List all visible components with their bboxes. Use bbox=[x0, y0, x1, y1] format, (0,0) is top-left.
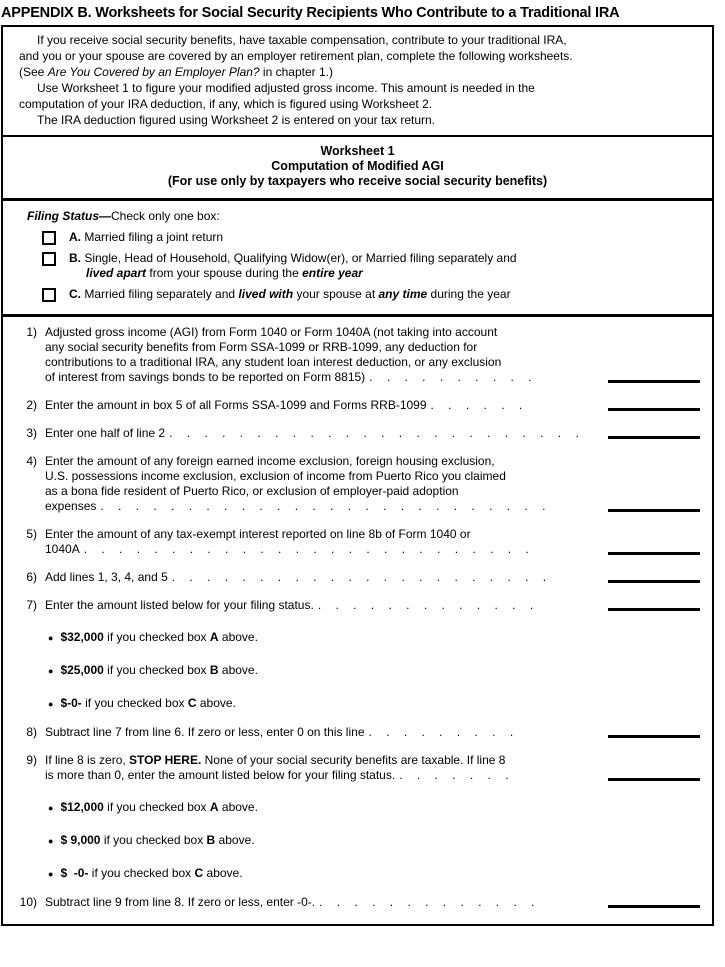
filing-option-a-text bbox=[69, 230, 223, 245]
entry-blank-col bbox=[602, 454, 700, 514]
dot-leader: . . . . . . . . . . . . . . . . . . . . . . . . bbox=[169, 426, 579, 440]
text-run: (See bbox=[19, 65, 48, 79]
text-run: Married filing separately and bbox=[81, 287, 239, 301]
text-run: computation of your IRA deduction, if any, which is figured using Worksheet 2. bbox=[19, 97, 433, 111]
text-run: of interest from savings bonds to be reported on Form 8815) bbox=[45, 370, 366, 384]
option-text bbox=[81, 287, 511, 301]
line-text bbox=[45, 570, 602, 585]
dot-leader: . . . . . . bbox=[430, 398, 523, 412]
entry-blank-col bbox=[602, 527, 700, 557]
line-body bbox=[45, 398, 602, 413]
text-run: if you checked box bbox=[88, 866, 195, 880]
bullet-indent-spacer bbox=[9, 663, 37, 679]
bullet-row bbox=[9, 800, 700, 816]
dot-leader: . . . . . . . bbox=[399, 768, 509, 782]
text-run: Single, Head of Household, Qualifying Widow(er), or Married filing separately and bbox=[81, 251, 517, 265]
line-number: 2) bbox=[26, 398, 37, 412]
dot-leader: . . . . . . . . . . . . . bbox=[317, 598, 534, 612]
text-run: if you checked box bbox=[103, 663, 210, 677]
text-run: B bbox=[206, 833, 216, 847]
entry-blank-col bbox=[602, 895, 700, 910]
line-number: 5) bbox=[26, 527, 37, 541]
dot-leader: . . . . . . . . . . bbox=[369, 370, 532, 384]
worksheet-subtitle: Computation of Modified AGI bbox=[271, 159, 444, 173]
text-run: A bbox=[209, 800, 219, 814]
line-number: 3) bbox=[26, 426, 37, 440]
text-run: any time bbox=[378, 287, 428, 301]
text-run: Use Worksheet 1 to figure your modified adjusted gross income. This amount is needed in the bbox=[37, 81, 535, 95]
text-run: as a bona fide resident of Puerto Rico, or exclusion of employer-paid adoption bbox=[45, 484, 459, 498]
page-title: APPENDIX B. Worksheets for Social Security Recipients Who Contribute to a Traditional IRA bbox=[1, 5, 620, 21]
line-number: 4) bbox=[26, 454, 37, 468]
option-text bbox=[81, 230, 223, 244]
entry-blank[interactable] bbox=[608, 608, 700, 611]
entry-blank-col bbox=[602, 598, 700, 613]
entry-blank[interactable] bbox=[608, 380, 700, 383]
line-number: 7) bbox=[26, 598, 37, 612]
line-item bbox=[9, 398, 700, 413]
intro-section bbox=[3, 27, 712, 137]
text-run: if you checked box bbox=[81, 696, 188, 710]
intro-paragraph bbox=[19, 32, 704, 80]
text-run: Enter the amount in box 5 of all Forms SSA-1099 and Forms RRB-1099 bbox=[45, 398, 427, 412]
worksheet-lines bbox=[3, 317, 712, 924]
filing-option-c-text bbox=[69, 287, 511, 302]
entry-blank[interactable] bbox=[608, 509, 700, 512]
text-run: STOP HERE. bbox=[129, 753, 202, 767]
text-run: above. bbox=[218, 800, 258, 814]
text-run: Are You Covered by an Employer Plan? bbox=[47, 65, 260, 79]
line-body bbox=[45, 570, 602, 585]
text-run: during the year bbox=[427, 287, 511, 301]
text-run: if you checked box bbox=[100, 833, 207, 847]
line-body bbox=[45, 325, 602, 385]
bullet-row bbox=[9, 630, 700, 646]
dot-leader: . . . . . . . . . . . . . . . . . . . . . . . . . . bbox=[100, 499, 546, 513]
line-body bbox=[45, 753, 602, 783]
bullet-row bbox=[9, 696, 700, 712]
text-run: If line 8 is zero, bbox=[45, 753, 130, 767]
entry-blank[interactable] bbox=[608, 735, 700, 738]
text-run: Married filing a joint return bbox=[81, 230, 224, 244]
line-number: 6) bbox=[26, 570, 37, 584]
text-run: $12,000 bbox=[60, 800, 104, 814]
text-run: $32,000 bbox=[60, 630, 104, 644]
text-run: Subtract line 9 from line 8. If zero or less, enter -0-. bbox=[45, 895, 316, 909]
entry-blank-col bbox=[602, 570, 700, 585]
line-body bbox=[45, 598, 602, 613]
line-item bbox=[9, 725, 700, 740]
bullet-text bbox=[60, 696, 700, 712]
line-item bbox=[9, 598, 700, 613]
checkbox-c[interactable] bbox=[42, 288, 56, 302]
bullet-indent-spacer bbox=[9, 696, 37, 712]
bullet-icon: ● bbox=[48, 699, 54, 709]
entry-blank[interactable] bbox=[608, 408, 700, 411]
line-body bbox=[45, 725, 602, 740]
line-text bbox=[45, 753, 602, 783]
checkbox-a[interactable] bbox=[42, 231, 56, 245]
bullet-text bbox=[60, 833, 700, 849]
text-run: from your spouse during the bbox=[146, 266, 303, 280]
worksheet-title: Worksheet 1 bbox=[320, 144, 395, 158]
text-run: and you or your spouse are covered by an employer retirement plan, complete the following worksheets. bbox=[19, 49, 573, 63]
line-body bbox=[45, 895, 602, 910]
entry-blank[interactable] bbox=[608, 778, 700, 781]
dot-leader: . . . . . . . . . bbox=[368, 725, 514, 739]
bullet-icon: ● bbox=[48, 666, 54, 676]
worksheet-title-block bbox=[3, 137, 712, 201]
text-run: contributions to a traditional IRA, any student loan interest deduction, or any exclusion bbox=[45, 355, 502, 369]
bullet-text bbox=[60, 800, 700, 816]
line-item bbox=[9, 527, 700, 557]
worksheet-note: (For use only by taxpayers who receive social security benefits) bbox=[167, 174, 548, 188]
option-text bbox=[81, 251, 517, 280]
line-text bbox=[45, 398, 602, 413]
text-run: above. bbox=[218, 663, 258, 677]
text-run: Adjusted gross income (AGI) from Form 1040 or Form 1040A (not taking into account bbox=[45, 325, 498, 339]
line-body bbox=[45, 527, 602, 557]
bullet-row bbox=[9, 833, 700, 849]
dot-leader: . . . . . . . . . . . . . . . . . . . . . . bbox=[171, 570, 547, 584]
bullet-icon: ● bbox=[48, 633, 54, 643]
text-run: None of your social security benefits are taxable. If line 8 bbox=[201, 753, 506, 767]
entry-blank[interactable] bbox=[608, 905, 700, 908]
text-run: entire year bbox=[302, 266, 363, 280]
text-run: Enter the amount listed below for your filing status. bbox=[45, 598, 314, 612]
text-run: U.S. possessions income exclusion, exclusion of income from Puerto Rico you claimed bbox=[45, 469, 506, 483]
line-number: 10) bbox=[19, 895, 37, 909]
line-item bbox=[9, 426, 700, 441]
text-run: if you checked box bbox=[103, 630, 210, 644]
line-body bbox=[45, 454, 602, 514]
intro-paragraph bbox=[19, 112, 704, 128]
text-run: C bbox=[187, 696, 197, 710]
bullet-icon: ● bbox=[48, 803, 54, 813]
text-run: $ -0- bbox=[60, 866, 89, 880]
text-run: B bbox=[209, 663, 219, 677]
bullet-row bbox=[9, 663, 700, 679]
text-run: expenses bbox=[45, 499, 97, 513]
line-item bbox=[9, 753, 700, 783]
line-number: 8) bbox=[26, 725, 37, 739]
entry-blank-col bbox=[602, 398, 700, 413]
entry-blank-col bbox=[602, 725, 700, 740]
intro-paragraph bbox=[19, 80, 704, 112]
line-text bbox=[45, 454, 602, 514]
entry-blank[interactable] bbox=[608, 436, 700, 439]
text-run: C bbox=[194, 866, 204, 880]
bullet-icon: ● bbox=[48, 869, 54, 879]
text-run: The IRA deduction figured using Worksheet 2 is entered on your tax return. bbox=[37, 113, 436, 127]
text-run: Enter one half of line 2 bbox=[45, 426, 166, 440]
text-run: your spouse at bbox=[293, 287, 379, 301]
dot-leader: . . . . . . . . . . . . . . . . . . . . . . . . . . bbox=[83, 542, 529, 556]
text-run: $-0- bbox=[60, 696, 82, 710]
line-text bbox=[45, 598, 602, 613]
filing-option-b-text bbox=[69, 251, 517, 281]
line-text bbox=[45, 325, 602, 385]
option-letter: B. bbox=[69, 251, 81, 265]
text-run: above. bbox=[218, 630, 258, 644]
text-run: Add lines 1, 3, 4, and 5 bbox=[45, 570, 168, 584]
bullet-indent-spacer bbox=[9, 800, 37, 816]
text-run: A bbox=[209, 630, 219, 644]
dot-leader: . . . . . . . . . . . . . bbox=[319, 895, 535, 909]
text-run: in chapter 1.) bbox=[259, 65, 333, 79]
line-item bbox=[9, 454, 700, 514]
text-run: Filing Status— bbox=[27, 209, 111, 223]
filing-status-label bbox=[27, 209, 704, 224]
text-run: Enter the amount of any tax-exempt interest reported on line 8b of Form 1040 or bbox=[45, 527, 471, 541]
text-run: $25,000 bbox=[60, 663, 104, 677]
worksheet-form-box bbox=[1, 25, 714, 926]
bullet-indent-spacer bbox=[9, 833, 37, 849]
filing-option-a bbox=[42, 230, 704, 245]
text-run: lived with bbox=[238, 287, 294, 301]
line-item bbox=[9, 325, 700, 385]
text-run: above. bbox=[196, 696, 236, 710]
filing-status-section bbox=[3, 201, 712, 317]
option-letter: C. bbox=[69, 287, 81, 301]
line-item bbox=[9, 895, 700, 910]
text-run: is more than 0, enter the amount listed below for your filing status. bbox=[45, 768, 396, 782]
line-text bbox=[45, 725, 602, 740]
text-run: if you checked box bbox=[103, 800, 210, 814]
line-item bbox=[9, 570, 700, 585]
option-letter: A. bbox=[69, 230, 81, 244]
text-run: Subtract line 7 from line 6. If zero or less, enter 0 on this line bbox=[45, 725, 365, 739]
text-run: Check only one box: bbox=[111, 209, 220, 223]
bullet-icon: ● bbox=[48, 836, 54, 846]
line-text bbox=[45, 426, 602, 441]
bullet-row bbox=[9, 866, 700, 882]
entry-blank[interactable] bbox=[608, 552, 700, 555]
checkbox-b[interactable] bbox=[42, 252, 56, 266]
bullet-text bbox=[60, 630, 700, 646]
bullet-text bbox=[60, 866, 700, 882]
text-run: If you receive social security benefits, have taxable compensation, contribute to your traditional IRA, bbox=[37, 33, 567, 47]
bullet-indent-spacer bbox=[9, 866, 37, 882]
line-body bbox=[45, 426, 602, 441]
bullet-text bbox=[60, 663, 700, 679]
entry-blank-col bbox=[602, 325, 700, 385]
text-run: above. bbox=[203, 866, 243, 880]
text-run: any social security benefits from Form SSA-1099 or RRB-1099, any deduction for bbox=[45, 340, 478, 354]
entry-blank-col bbox=[602, 426, 700, 441]
line-number: 1) bbox=[26, 325, 37, 339]
text-run: above. bbox=[215, 833, 255, 847]
text-run: Enter the amount of any foreign earned income exclusion, foreign housing exclusion, bbox=[45, 454, 495, 468]
text-run: $ 9,000 bbox=[60, 833, 101, 847]
line-text bbox=[45, 527, 602, 557]
bullet-indent-spacer bbox=[9, 630, 37, 646]
entry-blank[interactable] bbox=[608, 580, 700, 583]
line-number: 9) bbox=[26, 753, 37, 767]
entry-blank-col bbox=[602, 753, 700, 783]
text-run: lived apart bbox=[86, 266, 147, 280]
filing-option-b bbox=[42, 251, 704, 281]
line-text bbox=[45, 895, 602, 910]
filing-option-c bbox=[42, 287, 704, 302]
text-run: 1040A bbox=[45, 542, 80, 556]
